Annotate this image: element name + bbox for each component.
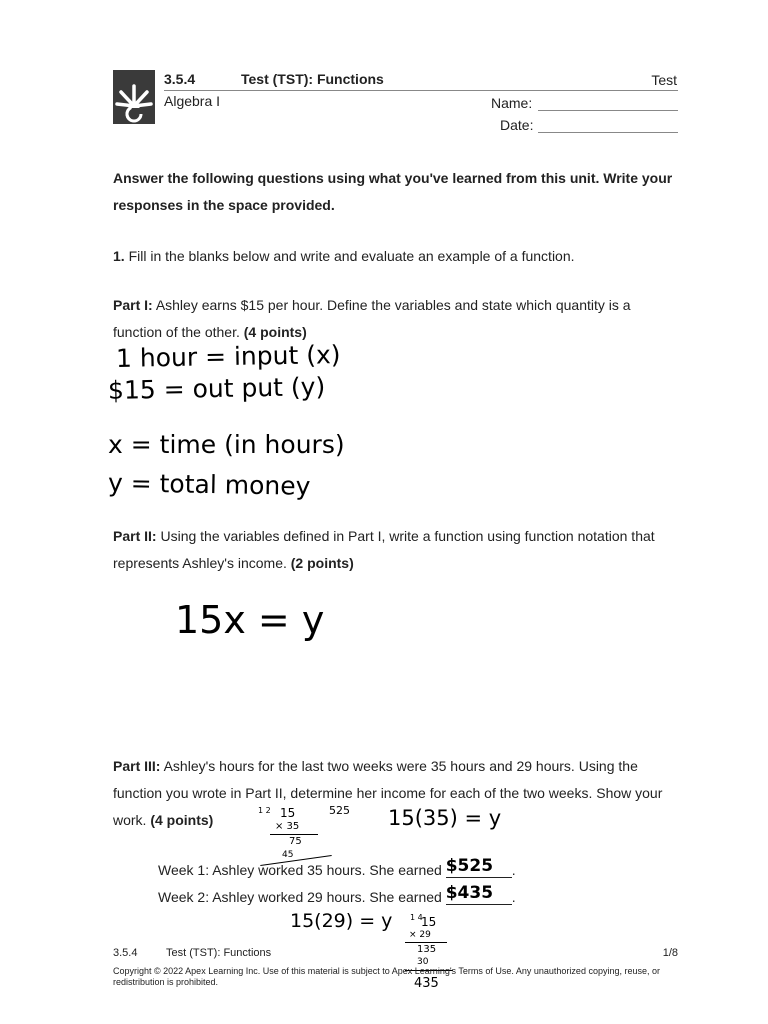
copyright-notice: Copyright © 2022 Apex Learning Inc. Use of this material is subject to Apex Learning's Terms of Use. Any unauthorized copying, reuse, or redistribution is prohibited. <box>113 966 660 987</box>
work-1-partial-2: 45 <box>282 850 294 860</box>
part-1-label: Part I: <box>113 297 153 313</box>
name-field-line <box>538 110 678 111</box>
part-1-points: (4 points) <box>243 324 307 340</box>
week-1-text: Week 1: Ashley worked 35 hours. She earned <box>158 862 442 878</box>
part-1-answer-line-4: y = total money <box>107 468 311 501</box>
part-3-equation-1: 15(35) = y <box>388 806 502 830</box>
part-1-answer-line-2: $15 = out put (y) <box>107 372 326 405</box>
work-1-side-result: 525 <box>329 804 350 817</box>
part-3-text: Ashley's hours for the last two weeks were 35 hours and 29 hours. Using the function you wrote in Part II, determine her income for each of the two weeks. Show your work. <box>113 758 663 828</box>
date-field-line <box>538 132 678 133</box>
footer-page-number: 1/8 <box>662 947 678 959</box>
work-2-result: 435 <box>414 976 439 991</box>
question-1-prompt <box>113 243 683 270</box>
work-1-top: 15 <box>280 806 296 820</box>
week-2-line: Week 2: Ashley worked 29 hours. She earned $435 . <box>158 883 516 905</box>
part-1-text: Ashley earns $15 per hour. Define the variables and state which quantity is a function of the other. <box>113 297 631 340</box>
doc-type-label: Test <box>651 72 677 88</box>
course-name: Algebra I <box>164 93 221 109</box>
week-1-answer: $525 <box>445 856 494 876</box>
work-2-partial: 135 <box>417 944 437 955</box>
part-1-answer-line-1: 1 hour = input (x) <box>115 340 341 373</box>
part-2-label: Part II: <box>113 528 157 544</box>
work-1-rule <box>270 834 318 835</box>
week-2-text: Week 2: Ashley worked 29 hours. She earned <box>158 889 442 905</box>
date-label: Date: <box>500 117 534 133</box>
name-label: Name: <box>491 95 533 111</box>
apex-logo-icon <box>113 70 155 124</box>
week-1-blank <box>445 856 512 878</box>
work-1-carry: 1 2 <box>258 806 271 815</box>
work-1-partial: 75 <box>289 836 302 847</box>
question-number: 1. <box>113 248 125 264</box>
work-2-carry: 1 4 <box>410 913 423 922</box>
instructions: Answer the following questions using what you've learned from this unit. Write your responses in the space provided. <box>113 170 673 213</box>
week-2-answer: $435 <box>445 883 494 903</box>
part-3-label: Part III: <box>113 758 161 774</box>
part-1-answer-line-3: x = time (in hours) <box>108 430 345 459</box>
page-title: Test (TST): Functions <box>241 71 384 87</box>
section-number: 3.5.4 <box>164 71 196 87</box>
work-2-rule <box>405 942 447 943</box>
work-2-partial-2: 30 <box>417 957 429 967</box>
header-divider <box>164 90 678 91</box>
footer-section: 3.5.4 <box>113 947 138 959</box>
week-1-line: Week 1: Ashley worked 35 hours. She earned $525 . <box>158 856 516 878</box>
part-3-points: (4 points) <box>150 812 214 828</box>
part-2-text: Using the variables defined in Part I, write a function using function notation that represents Ashley's income. <box>113 528 655 571</box>
work-2-multiplier: × 29 <box>409 930 431 940</box>
week-2-blank <box>445 883 512 905</box>
part-2-prompt <box>113 523 683 577</box>
question-text: Fill in the blanks below and write and evaluate an example of a function. <box>128 248 575 264</box>
part-3-equation-2: 15(29) = y <box>290 910 393 932</box>
part-2-points: (2 points) <box>290 555 354 571</box>
part-1-prompt <box>113 292 683 346</box>
footer-title: Test (TST): Functions <box>166 947 272 959</box>
work-1-multiplier: × 35 <box>275 821 300 832</box>
work-2-top: 15 <box>421 915 437 929</box>
part-2-answer: 15x = y <box>175 598 325 642</box>
